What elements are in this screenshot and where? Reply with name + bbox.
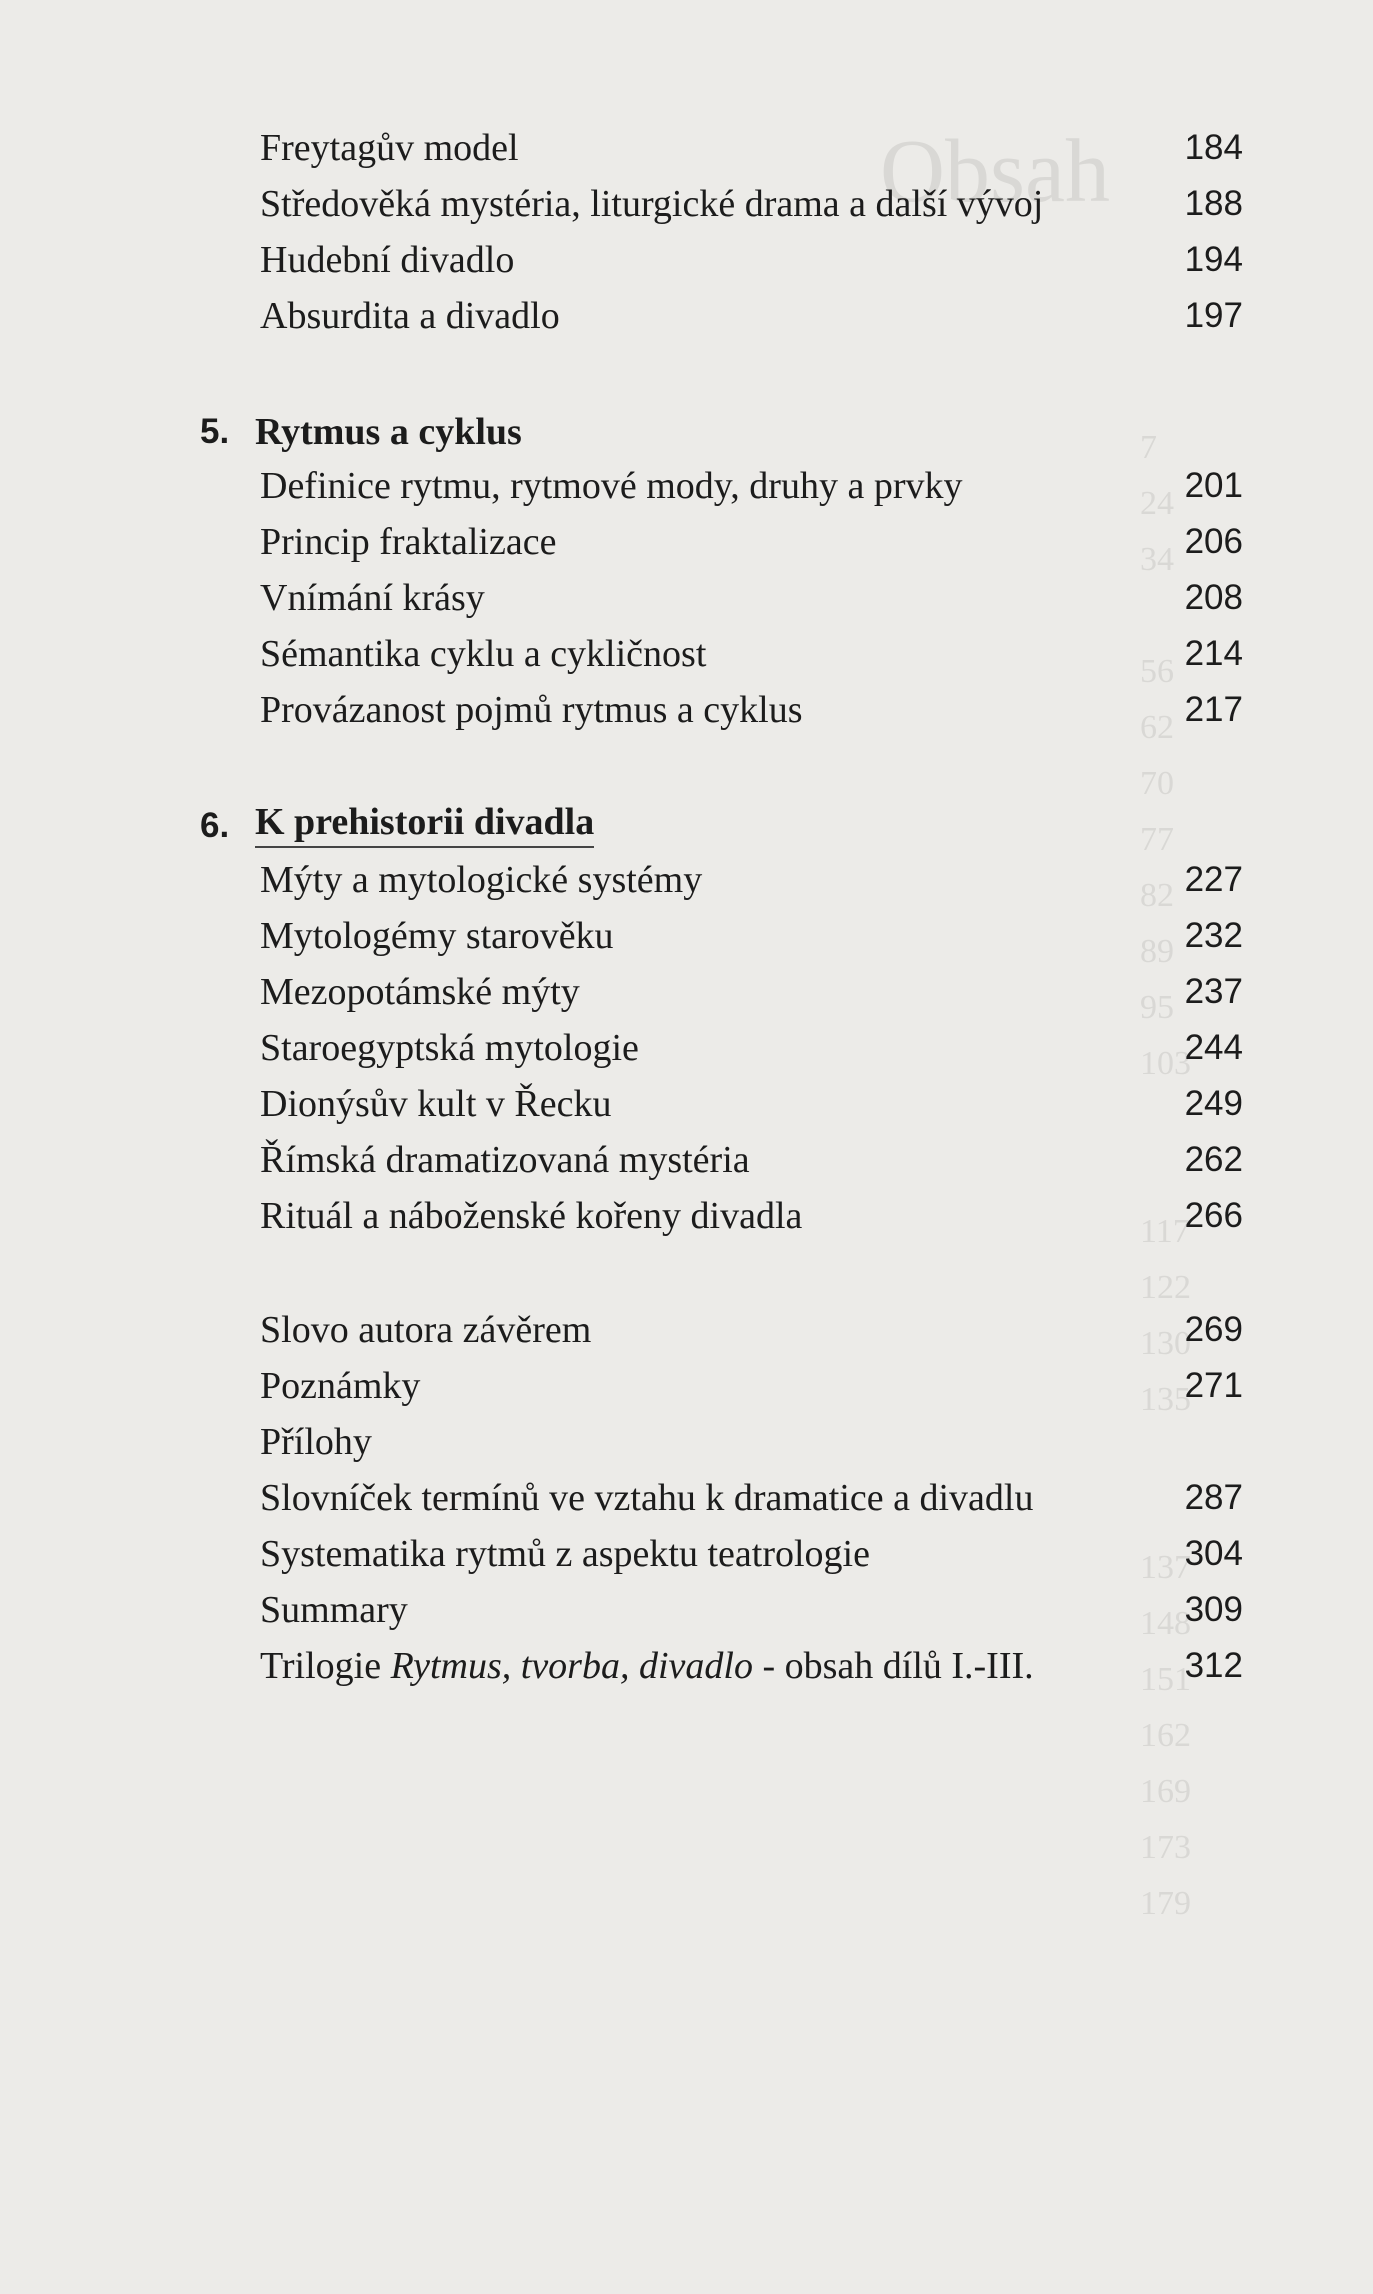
trilogy-suffix: - obsah dílů I.-III. <box>752 1645 1034 1687</box>
toc-entry-page: 232 <box>1184 916 1243 955</box>
toc-entry-page: 244 <box>1184 1028 1243 1067</box>
toc-entry-title: Sémantika cyklu a cykličnost <box>260 633 707 675</box>
toc-entry <box>0 514 1373 570</box>
toc-entry-page: 304 <box>1184 1534 1243 1573</box>
toc-entry <box>0 626 1373 682</box>
toc-entry-title: Definice rytmu, rytmové mody, druhy a prvky <box>260 465 963 507</box>
section-title: Rytmus a cyklus <box>255 411 522 453</box>
toc-entry-title: Středověká mystéria, liturgické drama a další vývoj <box>260 183 1044 225</box>
toc-entry-title: Provázanost pojmů rytmus a cyklus <box>260 689 803 731</box>
toc-entry-title: Římská dramatizovaná mystéria <box>260 1139 750 1181</box>
toc-entry <box>0 1582 1373 1638</box>
toc-entry-page: 269 <box>1184 1310 1243 1349</box>
toc-entry-title: Absurdita a divadlo <box>260 295 560 337</box>
toc-entry <box>0 1414 1373 1470</box>
toc-entry <box>0 1188 1373 1244</box>
toc-entry-page: 312 <box>1184 1646 1243 1685</box>
toc-entry-page: 217 <box>1184 690 1243 729</box>
bleed-through-heading: Obsah <box>880 122 1110 221</box>
section-title: K prehistorii divadla <box>255 798 594 848</box>
toc-entry-title: Princip fraktalizace <box>260 521 557 563</box>
toc-entry-title: Mýty a mytologické systémy <box>260 859 703 901</box>
toc-entry-title: Slovníček termínů ve vztahu k dramatice a divadlu <box>260 1477 1034 1519</box>
toc-entry-title: Freytagův model <box>260 127 519 169</box>
toc-entry-page: 194 <box>1184 240 1243 279</box>
toc-entry-title: Přílohy <box>260 1421 372 1463</box>
toc-entry-title: Summary <box>260 1589 408 1631</box>
toc-entry-page: 197 <box>1184 296 1243 335</box>
toc-entry <box>0 176 1373 232</box>
trilogy-prefix: Trilogie <box>260 1645 391 1687</box>
toc-entry-page: 208 <box>1184 578 1243 617</box>
toc-entry-title: Staroegyptská mytologie <box>260 1027 639 1069</box>
toc-entry <box>0 908 1373 964</box>
toc-entry-page: 184 <box>1184 128 1243 167</box>
toc-entry <box>0 964 1373 1020</box>
toc-entry-title: Mytologémy starověku <box>260 915 614 957</box>
toc-entry <box>0 1076 1373 1132</box>
toc-entry-page: 227 <box>1184 860 1243 899</box>
toc-entry-page: 266 <box>1184 1196 1243 1235</box>
toc-entry-page: 188 <box>1184 184 1243 223</box>
toc-entry-page: 271 <box>1184 1366 1243 1405</box>
toc-entry <box>0 682 1373 738</box>
toc-entry <box>0 1132 1373 1188</box>
section-number: 5. <box>200 412 230 451</box>
toc-entry <box>0 1020 1373 1076</box>
section-number: 6. <box>200 806 230 845</box>
toc-entry <box>0 232 1373 288</box>
toc-entry-title: Vnímání krásy <box>260 577 485 619</box>
toc-entry-page: 206 <box>1184 522 1243 561</box>
toc-entry <box>0 1526 1373 1582</box>
toc-entry-title: Poznámky <box>260 1365 421 1407</box>
toc-entry <box>0 120 1373 176</box>
toc-entry <box>0 1302 1373 1358</box>
toc-entry-title: Systematika rytmů z aspektu teatrologie <box>260 1533 870 1575</box>
toc-entry-page: 237 <box>1184 972 1243 1011</box>
toc-section-heading <box>0 798 1373 854</box>
toc-entry-page: 287 <box>1184 1478 1243 1517</box>
toc-entry <box>0 288 1373 344</box>
toc-entry-title: Dionýsův kult v Řecku <box>260 1083 612 1125</box>
toc-section-heading <box>0 404 1373 460</box>
toc-entry-page: 262 <box>1184 1140 1243 1179</box>
toc-entry-title: Slovo autora závěrem <box>260 1309 592 1351</box>
toc-entry-page: 201 <box>1184 466 1243 505</box>
toc-entry-title: Hudební divadlo <box>260 239 515 281</box>
toc-entry <box>0 1470 1373 1526</box>
toc-entry-title: Rituál a náboženské kořeny divadla <box>260 1195 803 1237</box>
toc-entry <box>0 852 1373 908</box>
bleed-through-numbers: 7 24 34 56 62 70 77 82 89 95 103 117 122 130 135 137 148 151 162 169 173 179 <box>1140 429 1191 1922</box>
toc-entry <box>0 1358 1373 1414</box>
toc-entry <box>0 458 1373 514</box>
toc-entry <box>0 1638 1373 1694</box>
toc-entry <box>0 570 1373 626</box>
toc-entry-page: 309 <box>1184 1590 1243 1629</box>
toc-entry-page: 249 <box>1184 1084 1243 1123</box>
trilogy-title-italic: Rytmus, tvorba, divadlo <box>390 1645 753 1687</box>
toc-entry-title <box>260 1638 1034 1694</box>
toc-entry-page: 214 <box>1184 634 1243 673</box>
toc-entry-title: Mezopotámské mýty <box>260 971 580 1013</box>
